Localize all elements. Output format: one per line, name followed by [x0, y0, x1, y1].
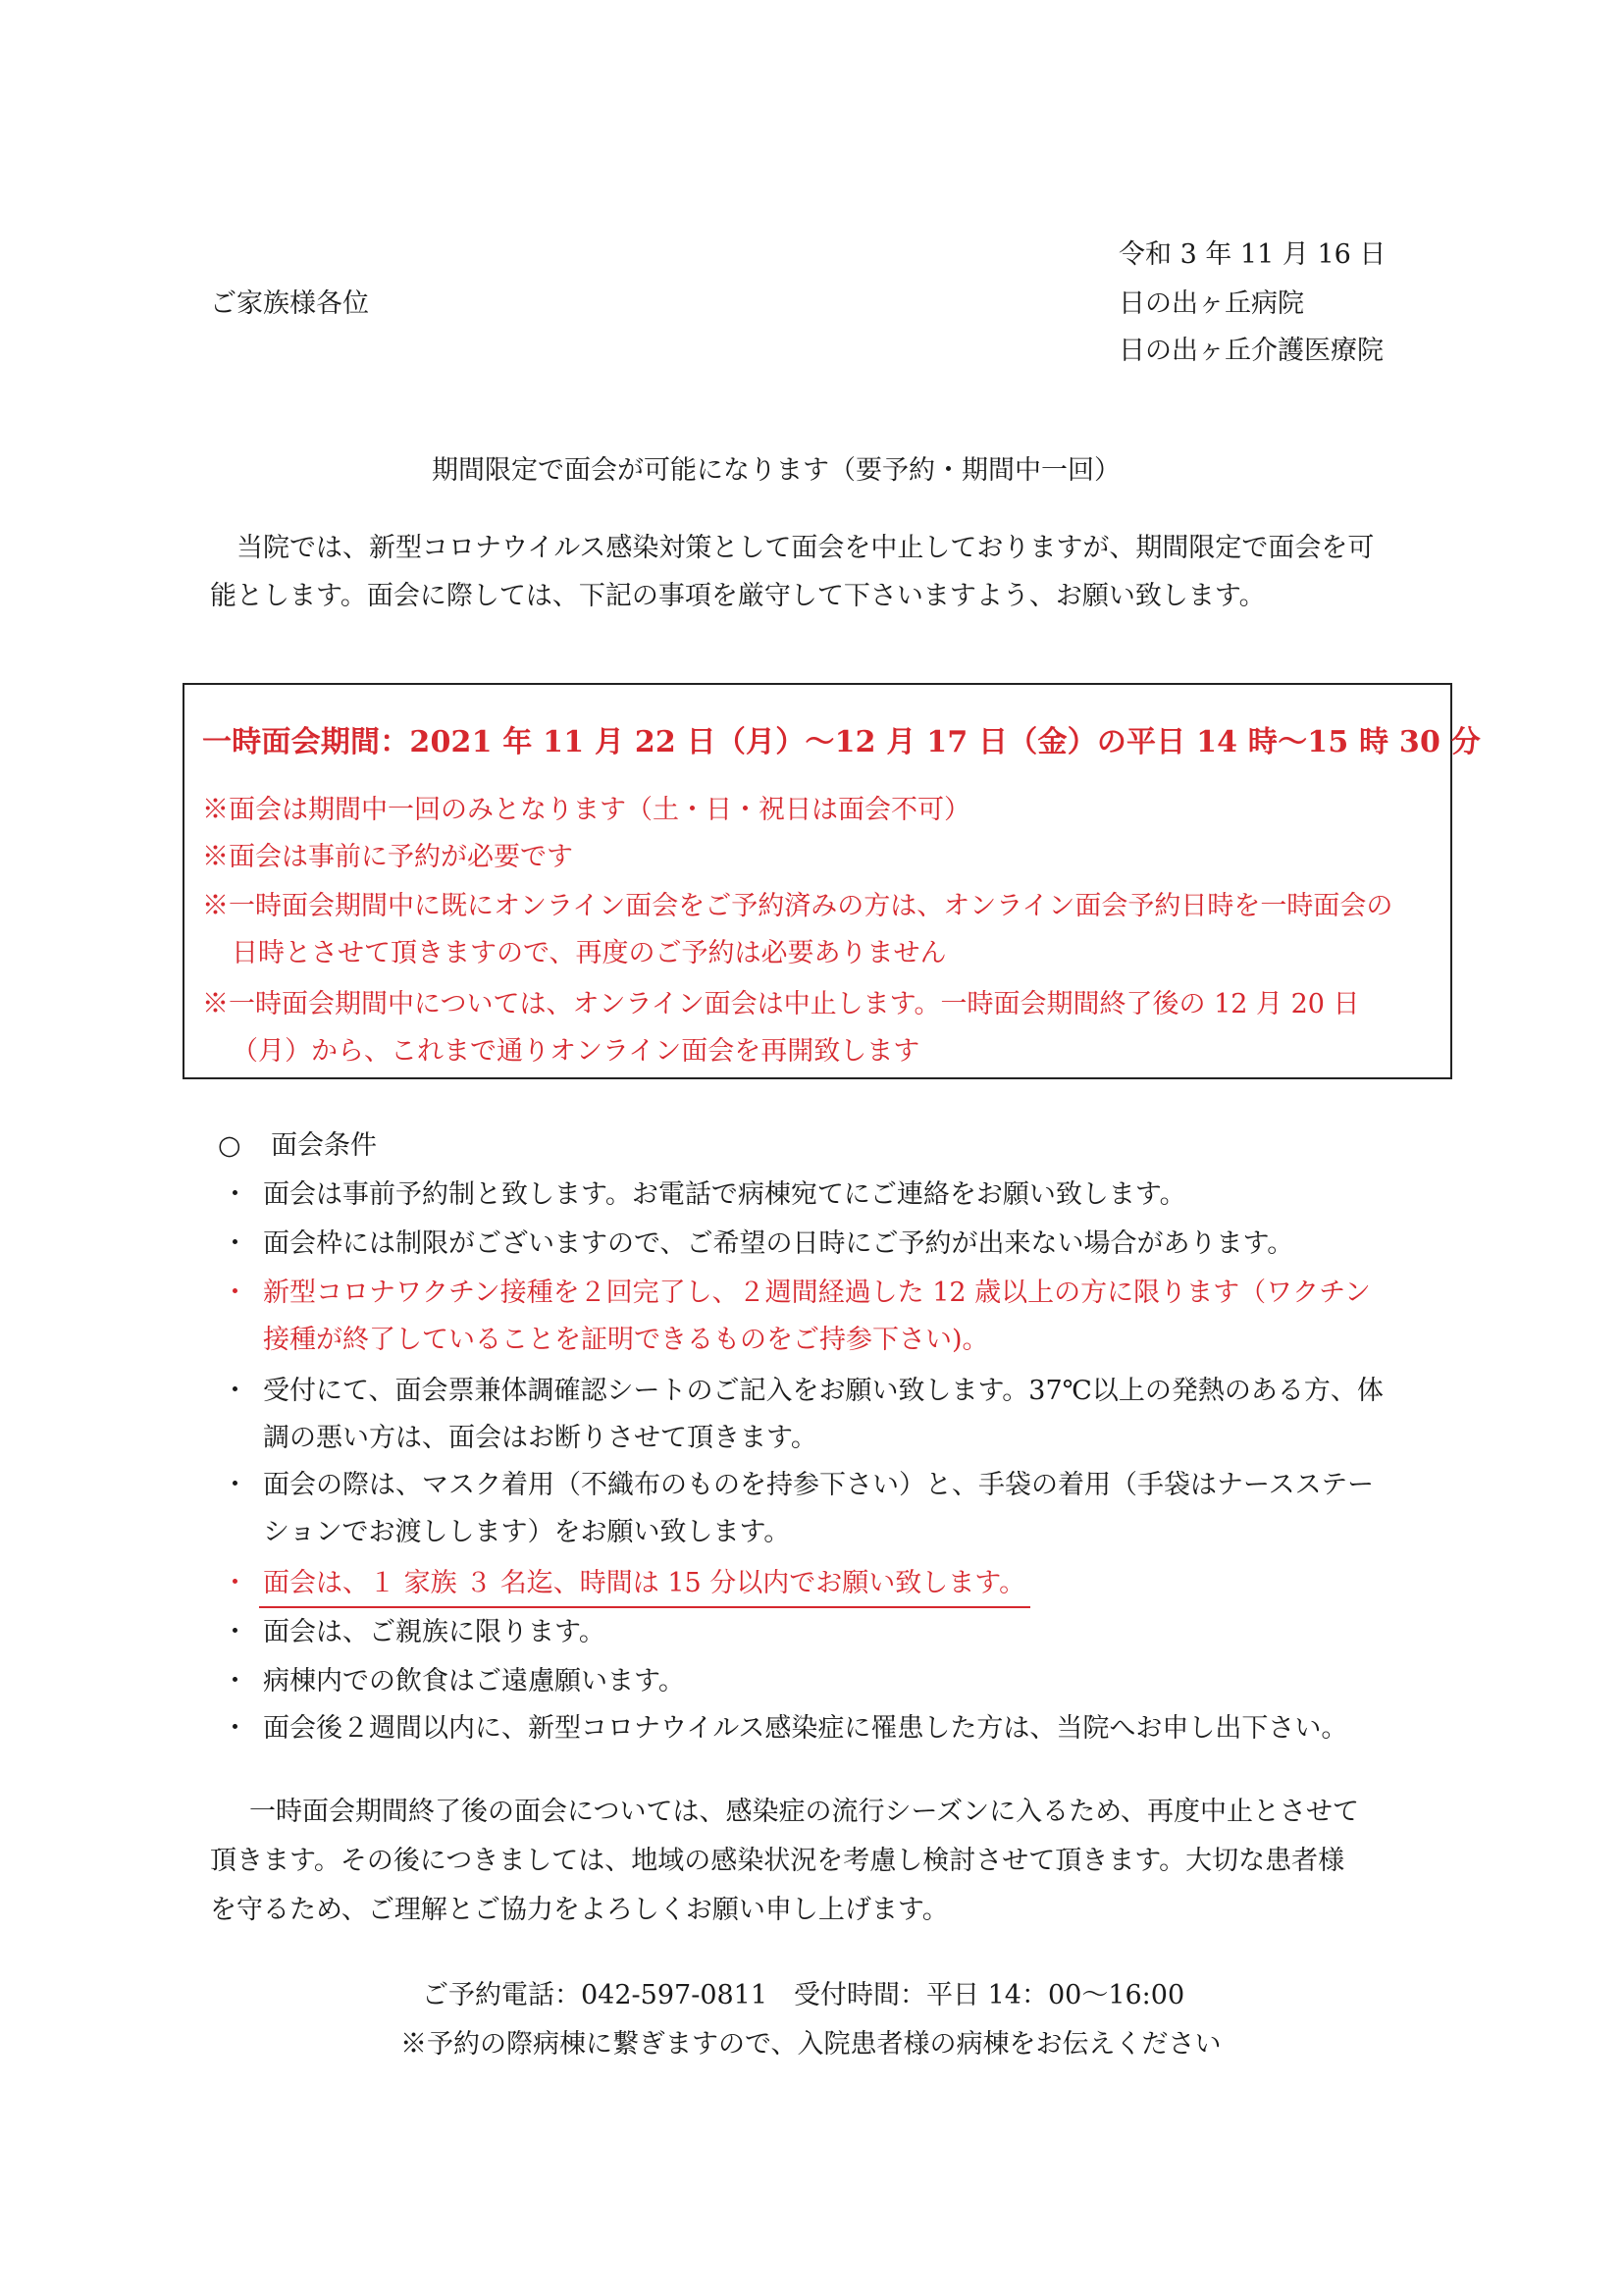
bullet-mark: ・: [222, 1228, 248, 1259]
contact-note: ※予約の際病棟に繋ぎますので、入院患者様の病棟をお伝えください: [400, 2029, 1222, 2060]
condition-item: [222, 1378, 1384, 1404]
condition-item: [222, 1715, 1347, 1742]
condition-item: [222, 1181, 1186, 1208]
condition-item: [222, 1472, 1374, 1498]
bullet-mark: ・: [222, 1713, 248, 1744]
notice-note: ※一時面会期間中に既にオンライン面会をご予約済みの方は、オンライン面会予約日時を一時面会の: [202, 891, 1393, 921]
condition-text: 面会は事前予約制と致します。お電話で病棟宛てにご連絡をお願い致します。: [263, 1179, 1186, 1210]
notice-note-continuation: 日時とさせて頂きますので、再度のご予約は必要ありません: [232, 938, 947, 968]
condition-item: [222, 1230, 1293, 1257]
condition-text: 受付にて、面会票兼体調確認シートのご記入をお願い致します。37℃以上の発熱のある方、体: [263, 1376, 1384, 1406]
condition-continuation: ションでお渡しします）をお願い致します。: [263, 1517, 791, 1547]
conditions-heading-label: 面会条件: [271, 1130, 377, 1161]
condition-text: 面会の際は、マスク着用（不織布のものを持参下さい）と、手袋の着用（手袋はナースステー: [263, 1470, 1375, 1500]
closing-line: 頂きます。その後につきましては、地域の感染状況を考慮し検討させて頂きます。大切な患者様: [210, 1846, 1345, 1876]
notice-note: ※面会は期間中一回のみとなります（土・日・祝日は面会不可）: [202, 795, 970, 825]
condition-continuation: 調の悪い方は、面会はお断りさせて頂きます。: [263, 1423, 817, 1453]
condition-item: [222, 1279, 1371, 1306]
circle-mark: ○: [218, 1130, 241, 1161]
bullet-mark: ・: [222, 1617, 248, 1647]
organization-name-hospital: 日の出ヶ丘病院: [1119, 288, 1304, 319]
condition-text: 病棟内での飲食はご遠慮願います。: [263, 1666, 685, 1696]
bullet-mark: ・: [222, 1179, 248, 1210]
intro-line: 能とします。面会に際しては、下記の事項を厳守して下さいますよう、お願い致します。: [210, 581, 1266, 611]
condition-text: 面会は、ご親族に限ります。: [263, 1617, 605, 1647]
bullet-mark: ・: [222, 1470, 248, 1500]
intro-line: 当院では、新型コロナウイルス感染対策として面会を中止しておりますが、期間限定で面会を可: [236, 533, 1375, 563]
intro-paragraph: [210, 524, 1397, 620]
notice-note: ※面会は事前に予約が必要です: [202, 842, 573, 872]
recipient: ご家族様各位: [210, 288, 369, 319]
closing-paragraph: [210, 1788, 1427, 1935]
condition-text: 面会後２週間以内に、新型コロナウイルス感染症に罹患した方は、当院へお申し出下さい。: [263, 1713, 1348, 1744]
notice-note: ※一時面会期間中については、オンライン面会は中止します。一時面会期間終了後の 12 月 20 日: [202, 989, 1360, 1019]
organization-name-care-facility: 日の出ヶ丘介護医療院: [1119, 336, 1384, 366]
notice-note-continuation: （月）から、これまで通りオンライン面会を再開致します: [232, 1036, 920, 1067]
condition-item: [222, 1619, 605, 1645]
visit-period: 一時面会期間：2021 年 11 月 22 日（月）～12 月 17 日（金）の平日 14 時～15 時 30 分: [202, 725, 1481, 759]
conditions-heading: [218, 1132, 377, 1159]
document-title: 期間限定で面会が可能になります（要予約・期間中一回）: [432, 455, 1121, 486]
condition-item: [222, 1570, 1025, 1596]
closing-line: 一時面会期間終了後の面会については、感染症の流行シーズンに入るため、再度中止とさせて: [249, 1797, 1360, 1827]
condition-continuation: 接種が終了していることを証明できるものをご持参下さい)。: [263, 1325, 989, 1355]
condition-text: 面会は、１ 家族 ３ 名迄、時間は 15 分以内でお願い致します。: [263, 1568, 1026, 1598]
condition-text: 新型コロナワクチン接種を２回完了し、２週間経過した 12 歳以上の方に限ります（ワクチン: [263, 1278, 1371, 1308]
bullet-mark: ・: [222, 1666, 248, 1696]
bullet-mark: ・: [222, 1568, 248, 1598]
bullet-mark: ・: [222, 1278, 248, 1308]
bullet-mark: ・: [222, 1376, 248, 1406]
contact-phone-hours: ご予約電話：042-597-0811 受付時間：平日 14：00～16:00: [422, 1980, 1185, 2010]
condition-text: 面会枠には制限がございますので、ご希望の日時にご予約が出来ない場合があります。: [263, 1228, 1294, 1259]
emphasis-underline: [259, 1606, 1030, 1608]
closing-line: を守るため、ご理解とご協力をよろしくお願い申し上げます。: [210, 1895, 949, 1925]
document-date: 令和 3 年 11 月 16 日: [1119, 239, 1387, 270]
condition-item: [222, 1668, 685, 1695]
